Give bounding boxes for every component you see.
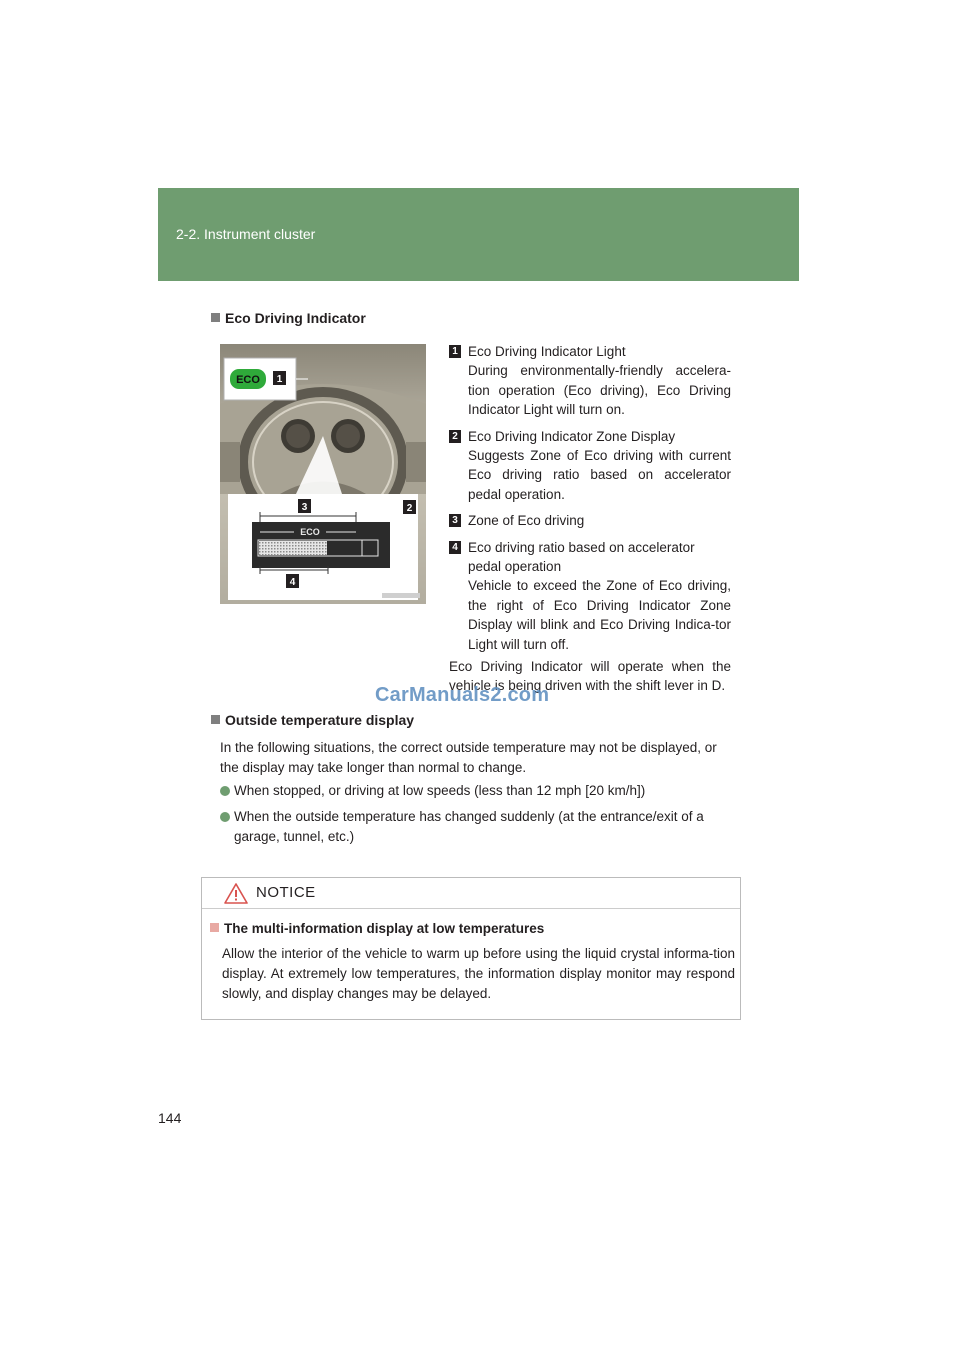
- heading-square-icon: [211, 313, 220, 322]
- item-title: Eco driving ratio based on accelerator pedal operation: [468, 539, 695, 575]
- item-number-badge: 4: [449, 541, 461, 554]
- outside-temp-heading: [211, 712, 414, 728]
- page-number: 144: [158, 1110, 182, 1126]
- cluster-illustration-svg: [220, 344, 426, 604]
- eco-note: Eco Driving Indicator will operate when the vehicle is being driven with the shift lever in D.: [449, 659, 731, 694]
- notice-title: NOTICE: [256, 884, 316, 901]
- callout-2: 2: [406, 503, 413, 514]
- notice-body: Allow the interior of the vehicle to warm up before using the liquid crystal informa-tion display. At extremely low temperatures, the information display monitor may respond slowly, and display changes may be delayed.: [222, 946, 735, 1001]
- bullet-dot-icon: [220, 786, 230, 796]
- notice-subheading-text: The multi-information display at low temperatures: [224, 921, 545, 936]
- eco-item-4: [449, 538, 731, 654]
- item-description: During environmentally-friendly accelera-tion operation (Eco driving), Eco Driving Indicator Light will turn on.: [468, 363, 731, 418]
- section-header-bar: [158, 188, 799, 281]
- bullet-item: [220, 781, 736, 801]
- item-description: Vehicle to exceed the Zone of Eco driving, the right of Eco Driving Indicator Zone Display will blink and Eco Driving Indica-tor Light will turn off.: [468, 578, 731, 652]
- item-title: Eco Driving Indicator Light: [468, 344, 626, 359]
- item-title: Eco Driving Indicator Zone Display: [468, 428, 676, 444]
- eco-item-3: [449, 511, 731, 530]
- item-number-badge: 2: [449, 430, 461, 443]
- item-title: Zone of Eco driving: [468, 513, 585, 529]
- eco-badge-text: ECO: [236, 374, 260, 386]
- heading-square-icon: [211, 715, 220, 724]
- callout-1: 1: [276, 374, 283, 385]
- item-description: Suggests Zone of Eco driving with current Eco driving ratio based on accelerator pedal operation.: [468, 448, 731, 502]
- notice-square-icon: [210, 923, 219, 932]
- callout-3: 3: [301, 502, 308, 513]
- item-number-badge: 3: [449, 514, 461, 527]
- item-number-badge: 1: [449, 345, 461, 358]
- notice-box: [201, 877, 741, 1020]
- notice-subheading: [210, 921, 544, 936]
- bullet-item: [220, 807, 736, 847]
- bullet-dot-icon: [220, 812, 230, 822]
- callout-4: 4: [289, 577, 296, 588]
- outside-intro: In the following situations, the correct outside temperature may not be displayed, or the display may take longer than normal to change.: [220, 740, 717, 775]
- watermark: CarManuals2.com: [375, 684, 550, 706]
- eco-heading-text: Eco Driving Indicator: [225, 310, 366, 326]
- outside-heading-text: Outside temperature display: [225, 712, 415, 728]
- eco-items-list: [449, 342, 731, 661]
- eco-heading: [211, 310, 366, 326]
- eco-illustration: [220, 344, 426, 604]
- eco-item-1: [449, 342, 731, 420]
- bullet-text: When the outside temperature has changed suddenly (at the entrance/exit of a garage, tunnel, etc.): [234, 809, 704, 844]
- section-title: 2-2. Instrument cluster: [176, 226, 316, 242]
- eco-item-2: [449, 427, 731, 505]
- bullet-text: When stopped, or driving at low speeds (less than 12 mph [20 km/h]): [234, 783, 646, 798]
- zone-eco-label: ECO: [300, 527, 320, 537]
- notice-header: [202, 878, 740, 909]
- warning-triangle-icon: [224, 883, 248, 904]
